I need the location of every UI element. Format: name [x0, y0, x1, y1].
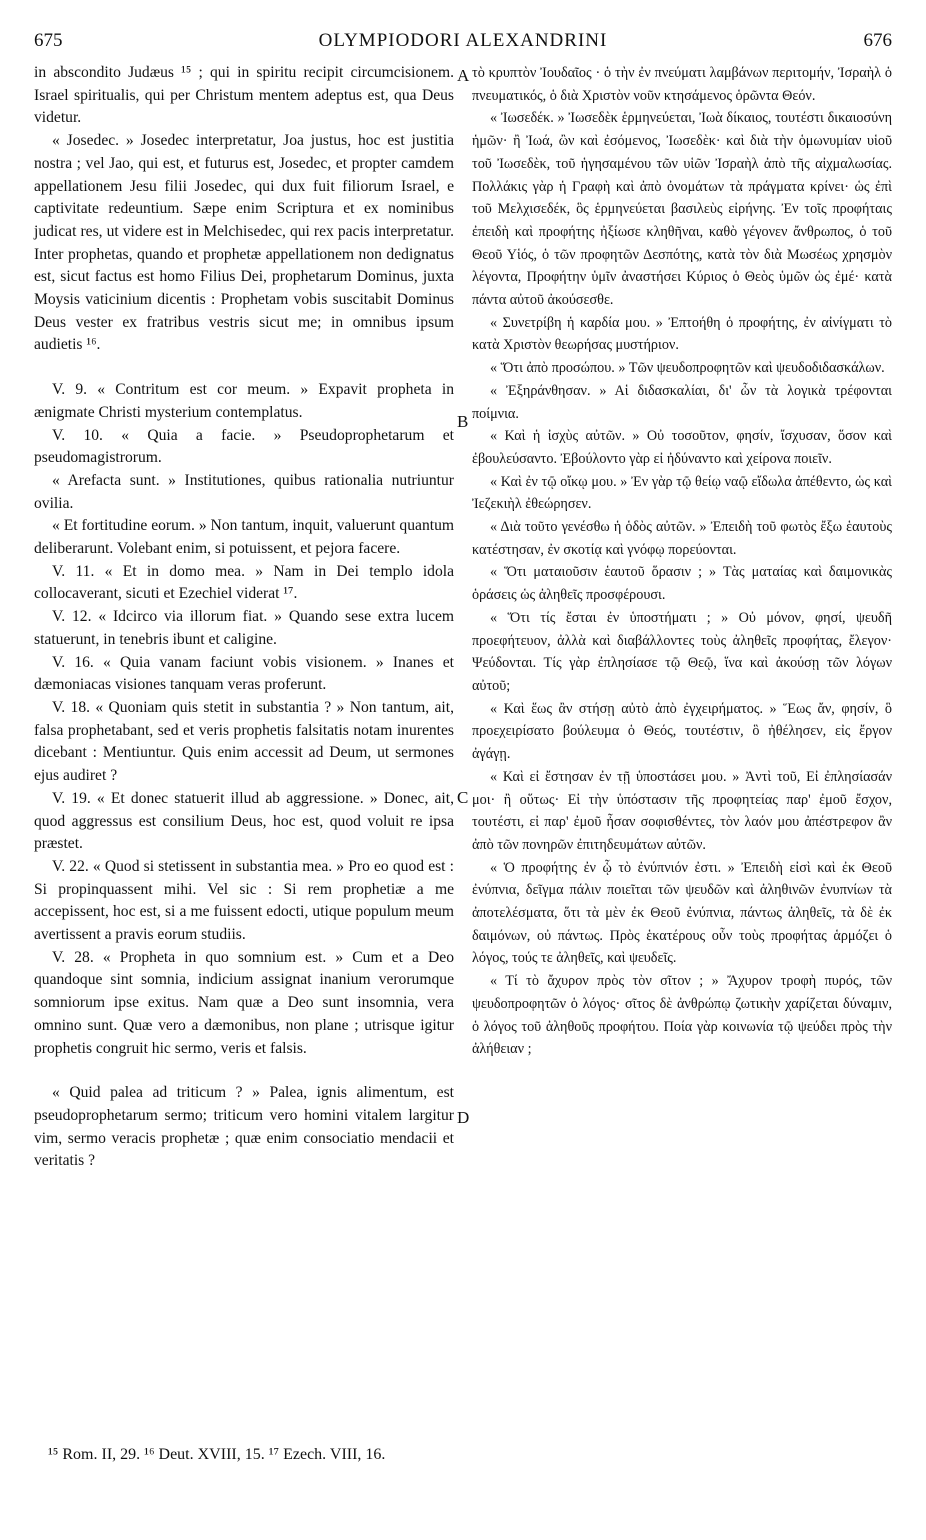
greek-paragraph: « Ἐξηράνθησαν. » Αἱ διδασκαλίαι, δι' ὧν τὰ λογικὰ τρέφονται ποίμνια.: [472, 382, 892, 422]
latin-paragraph: « Et fortitudine eorum. » Non tantum, inquit, valuerunt quantum deliberarunt. Volebant enim, si potuissent, et pejora facere.: [34, 517, 454, 558]
latin-paragraph: « Josedec. » Josedec interpretatur, Joa justus, hoc est justitia nostra ; vel Jao, qui est, et futurus est, Josedec, et propter camdem appellationem Jesu filii Josedec, qui dux fuit filiorum Israel, e captivitate redeuntium. Sæpe enim Scriptura et ex nominibus judicat res, ut videre est in Melchisedec, qui rex pacis interpretatur. Inter prophetas, quando et prophetæ appellationem non dedignatus est, sicut factus est homo Filius Dei, prophetarum Dominus, juxta Moysis vaticinium dicentis : Prophetam vobis suscitabit Dominus Deus vester ex fratribus vestris sicut me; in omnibus ipsum audietis ¹⁶.: [34, 132, 454, 354]
latin-paragraph: V. 11. « Et in domo mea. » Nam in Dei templo idola collocaverant, sicuti et Ezechiel viderat ¹⁷.: [34, 562, 454, 603]
greek-paragraph: « Καὶ ἕως ἂν στήσῃ αὐτὸ ἀπὸ ἐγχειρήματος. » Ἕως ἄν, φησίν, ὃ προεχειρίσατο βούλευμα ὁ Θεός, τουτέστιν, ὃ ἠθέλησεν, εἰς ἔργον ἀγάγῃ.: [472, 700, 892, 763]
latin-paragraph: « Quid palea ad triticum ? » Palea, ignis alimentum, est pseudoprophetarum sermo; triticum vero homini vitalem largitur vim, sermo veracis prophetæ ; quæ enim consociatio mendacii et veritatis ?: [34, 1084, 454, 1170]
greek-paragraph: « Ὁ προφήτης ἐν ᾧ τὸ ἐνύπνιόν ἐστι. » Ἐπειδὴ εἰσὶ καὶ ἐκ Θεοῦ ἐνύπνια, δεῖγμα πάλιν ποιεῖται τῶν ψευδῶν καὶ ἀληθινῶν ἐνυπνίων τὰ ἀποτελέσματα, ὅτι τὰ μὲν ἐκ Θεοῦ ἐνύπνια, πάντως ἀληθεῖς, τὰ δὲ ἐκ δαιμόνων, οὐ πάντως. Πρὸς ἑκατέρους οὖν τοὺς προφήτας ἁρμόζει ὁ λόγος, τούς τε ἀληθεῖς, καὶ ψευδεῖς.: [472, 859, 892, 967]
greek-paragraph: « Συνετρίβη ἡ καρδία μου. » Ἐπτοήθη ὁ προφήτης, ἐν αἰνίγματι τὸ κατὰ Χριστὸν θεωρήσας μυστήριον.: [472, 314, 892, 354]
greek-paragraph: « Ἰωσεδέκ. » Ἰωσεδὲκ ἑρμηνεύεται, Ἰωὰ δίκαιος, τουτέστι δικαιοσύνη ἡμῶν· ἢ Ἰωά, ὢν καὶ ἐσόμενος, Ἰωσεδὲκ· καὶ διὰ τὴν ὁμωνυμίαν υἱοῦ τοῦ Ἰωσεδὲκ, τοῦ ἡγησαμένου τῶν υἱῶν Ἰσραὴλ ἀπὸ τῆς αἰχμαλωσίας. Πολλάκις γὰρ ἡ Γραφὴ καὶ ἀπὸ ὀνομάτων τὰ πράγματα κρίνει· ὡς ἐπὶ τοῦ Μελχισεδέκ, ὃς ἑρμηνεύεται βασιλεὺς εἰρήνης. Ἐν τοῖς προφήταις ἐπειδὴ καὶ προφήτης ἠξίωσε κληθῆναι, καθὸ γέγονεν ἄνθρωπος, ὁ τοῦ Θεοῦ Υἱός, ὁ τῶν προφητῶν Δεσπότης, κατὰ τὸν διὰ Μωσέως χρησμὸν λέγοντα, Προφήτην ὑμῖν ἀναστήσει Κύριος ὁ Θεὸς ὑμῶν ὡς ἐμέ· κατὰ πάντα αὐτοῦ ἀκούσεσθε.: [472, 110, 892, 309]
latin-paragraph: in abscondito Judæus ¹⁵ ; qui in spiritu recipit circumcisionem. Israel spiritualis, qui per Christum mentem adeptus est, qua Deus videtur.: [34, 64, 454, 127]
margin-marker: C: [457, 788, 469, 807]
latin-column: [34, 62, 454, 1173]
margin-marker: B: [457, 412, 469, 431]
margin-marker: D: [457, 1108, 470, 1127]
latin-paragraph: V. 12. « Idcirco via illorum fiat. » Quando sese extra lucem statuerunt, in tenebris ibunt et caligine.: [34, 608, 454, 648]
greek-paragraph: « Ὅτι ματαιοῦσιν ἑαυτοῦ ὅρασιν ; » Τὰς ματαίας καὶ δαιμονικὰς ὁράσεις ὡς ἀληθεῖς προσφέρουσι.: [472, 564, 892, 604]
latin-paragraph: V. 16. « Quia vanam faciunt vobis visionem. » Inanes et dæmoniacas visiones tanquam veras proferunt.: [34, 653, 454, 694]
greek-column: [472, 62, 892, 1061]
greek-paragraph: τὸ κρυπτὸν Ἰουδαῖος · ὁ τὴν ἐν πνεύματι λαμβάνων περιτομήν, Ἰσραὴλ ὁ πνευματικός, ὁ διὰ Χριστὸν νοῦν κτησάμενος ὁρῶντα Θεόν.: [472, 65, 892, 104]
page-number-left: 675: [34, 30, 63, 51]
running-title: OLYMPIODORI ALEXANDRINI: [318, 30, 608, 51]
greek-paragraph: « Ὅτι τίς ἔσται ἐν ὑποστήματι ; » Οὐ μόνον, φησί, ψευδῆ προεφήτευον, ἀλλὰ καὶ διαβάλλοντες τοὺς ἀληθεῖς προφήτας, ἔλεγον· Ψεύδονται. Τίς γὰρ ἐπλησίασε τῷ Θεῷ, ἵνα καὶ ἀκούσῃ τῶν λόγων αὐτοῦ;: [472, 609, 892, 694]
greek-paragraph: « Διὰ τοῦτο γενέσθω ἡ ὁδὸς αὐτῶν. » Ἐπειδὴ τοῦ φωτὸς ἔξω ἑαυτοὺς κατέστησαν, ἐν σκοτίᾳ καὶ γνόφῳ πορεύονται.: [472, 519, 892, 558]
latin-paragraph: V. 19. « Et donec statuerit illud ab aggressione. » Donec, ait, quod aggressus est consilium Deus, hoc est, quod voluit re ipsa præstet.: [34, 789, 454, 853]
latin-paragraph: V. 28. « Propheta in quo somnium est. » Cum et a Deo quandoque sint somnia, indicium assignat inanium verorumque somniorum ipse exitus. Nam quæ a Deo sunt insomnia, vera omnino sunt. Quæ vero a dæmonibus, non plane ; utrisque igitur prophetis congruit hic sermo, veris et falsis.: [34, 948, 454, 1057]
page-number-right: 676: [863, 30, 892, 51]
greek-paragraph: « Καὶ ἐν τῷ οἴκῳ μου. » Ἐν γὰρ τῷ θείῳ ναῷ εἴδωλα ἀπέθεντο, ὡς καὶ Ἰεζεκιὴλ ἐθεώρησεν.: [472, 473, 892, 513]
latin-paragraph: V. 9. « Contritum est cor meum. » Expavit propheta in ænigmate Christi mysterium contemplatus.: [34, 381, 454, 421]
margin-marker: A: [457, 66, 470, 85]
greek-paragraph: « Καὶ ἡ ἰσχὺς αὐτῶν. » Οὐ τοσοῦτον, φησίν, ἴσχυσαν, ὅσον καὶ ἐβουλεύσαντο. Ἐβούλοντο γὰρ εἰ ἠδύναντο καὶ χείρονα ποιεῖν.: [472, 428, 892, 467]
greek-paragraph: « Τί τὸ ἄχυρον πρὸς τὸν σῖτον ; » Ἄχυρον τροφὴ πυρός, τῶν ψευδοπροφητῶν ὁ λόγος· σῖτος δὲ ἀνθρώπῳ ζωτικὴν χαρίζεται δύναμιν, ὁ λόγος τοῦ ἀληθοῦς προφήτου. Ποία γὰρ κοινωνία τῷ ψεύδει πρὸς τὴν ἀλήθειαν ;: [472, 973, 892, 1058]
footnotes: ¹⁵ Rom. II, 29. ¹⁶ Deut. XVIII, 15. ¹⁷ Ezech. VIII, 16.: [48, 1446, 386, 1463]
latin-paragraph: « Arefacta sunt. » Institutiones, quibus rationalia nutriuntur ovilia.: [34, 471, 454, 512]
greek-paragraph: « Καὶ εἰ ἔστησαν ἐν τῇ ὑποστάσει μου. » Ἀντὶ τοῦ, Εἰ ἐπλησίασάν μοι· ἢ οὕτως· Εἰ τὴν ὑπόστασιν τῆς προφητείας παρ' ἐμοῦ ἔσχον, τουτέστι, εἰ παρ' ἐμοῦ ἦσαν σοφισθέντες, τὸν λαόν μου ἀπέστρεφον ἂν ἀπὸ τῶν πονηρῶν ἐπιτηδευμάτων αὐτῶν.: [472, 768, 892, 853]
greek-paragraph: « Ὅτι ἀπὸ προσώπου. » Τῶν ψευδοπροφητῶν καὶ ψευδοδιδασκάλων.: [490, 360, 885, 377]
latin-paragraph: V. 22. « Quod si stetissent in substantia mea. » Pro eo quod est : Si propinquassent mihi. Vel sic : Si rem prophetiæ a me accepissent, hoc est, si a me fuissent edocti, utique populum meum avertissent a pravis eorum studiis.: [34, 857, 454, 944]
page-header: [34, 30, 892, 58]
latin-paragraph: V. 10. « Quia a facie. » Pseudoprophetarum et pseudomagistrorum.: [34, 426, 454, 467]
latin-paragraph: V. 18. « Quoniam quis stetit in substantia ? » Non tantum, ait, falsa prophetabant, sed et veris prophetis falsitatis notam inurentes dicebant : Mentiuntur. Quis enim accessit ad Deum, ut sermones ejus audiret ?: [34, 698, 454, 785]
